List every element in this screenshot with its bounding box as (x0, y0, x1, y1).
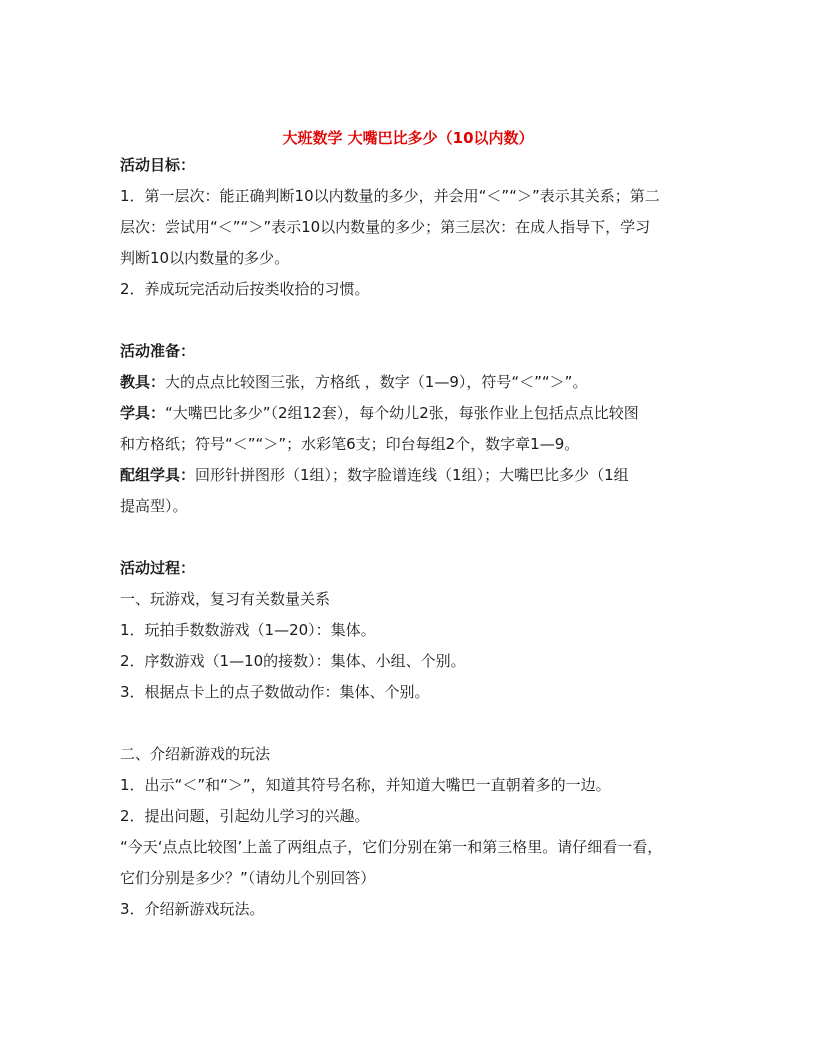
prep-xueju (120, 398, 700, 429)
process-heading: 活动过程： (120, 559, 196, 577)
goals-line: 层次：尝试用“＜”“＞”表示10以内数量的多少；第三层次：在成人指导下，学习 (120, 218, 651, 236)
prep-peizu (120, 460, 700, 491)
process-sec2-line: 2．提出问题，引起幼儿学习的兴趣。 (120, 807, 370, 825)
prep-heading: 活动准备： (120, 342, 196, 360)
process-sec1-line: 3．根据点卡上的点子数做动作：集体、个别。 (120, 683, 430, 701)
goals-line: 1．第一层次：能正确判断10以内数量的多少，并会用“＜”“＞”表示其关系；第二 (120, 187, 660, 205)
xueju-label: 学具： (120, 404, 166, 422)
process-sec2-line: “今天‘点点比较图’上盖了两组点子，它们分别在第一和第三格里。请仔细看一看， (120, 838, 663, 856)
jiaoju-text: 大的点点比较图三张，方格纸 ，数字（1—9），符号“＜”“＞”。 (165, 373, 588, 391)
peizu-label: 配组学具： (120, 466, 196, 484)
prep-xueju-cont: 和方格纸；符号“＜”“＞”；水彩笔6支；印台每组2个，数字章1—9。 (120, 435, 580, 453)
document-title: 大班数学 大嘴巴比多少（10以内数） (282, 129, 534, 147)
prep-jiaoju (120, 367, 700, 398)
process-sec2-line: 3．介绍新游戏玩法。 (120, 900, 265, 918)
goals-line: 2．养成玩完活动后按类收拾的习惯。 (120, 280, 370, 298)
process-sec1-line: 2．序数游戏（1—10的接数）：集体、小组、个别。 (120, 652, 466, 670)
document-body (120, 150, 700, 925)
process-sec1-line: 1．玩拍手数数游戏（1—20）：集体。 (120, 621, 376, 639)
process-sec2-line: 二、介绍新游戏的玩法 (120, 745, 271, 763)
spacer (120, 305, 700, 336)
xueju-text: “大嘴巴比多少”（2组12套），每个幼儿2张，每张作业上包括点点比较图 (165, 404, 639, 422)
prep-peizu-cont: 提高型）。 (120, 497, 188, 515)
spacer (120, 522, 700, 553)
goals-heading: 活动目标： (120, 156, 196, 174)
process-sec2-line: 1．出示“＜”和“＞”，知道其符号名称，并知道大嘴巴一直朝着多的一边。 (120, 776, 611, 794)
process-sec1-line: 一、玩游戏，复习有关数量关系 (120, 590, 331, 608)
goals-line: 判断10以内数量的多少。 (120, 249, 290, 267)
peizu-text: 回形针拼图形（1组）；数字脸谱连线（1组）；大嘴巴比多少（1组 (195, 466, 629, 484)
process-sec2-line: 它们分别是多少？”（请幼儿个别回答） (120, 869, 376, 887)
jiaoju-label: 教具： (120, 373, 166, 391)
spacer (120, 708, 700, 739)
